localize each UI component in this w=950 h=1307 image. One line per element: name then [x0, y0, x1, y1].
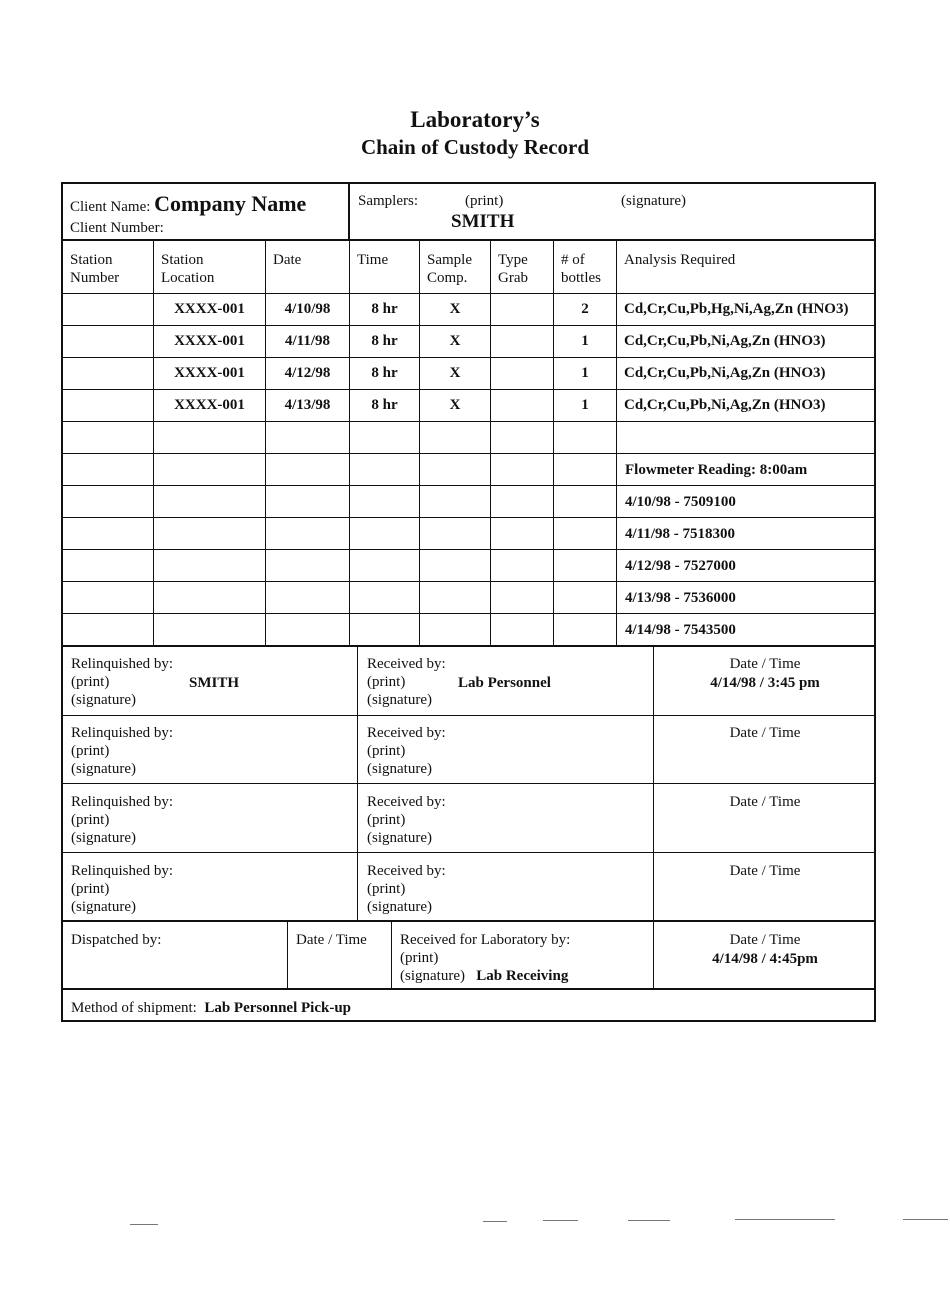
cell-date: 4/12/98 — [284, 365, 331, 381]
cell-bottles: 1 — [581, 397, 589, 413]
received-block — [367, 793, 446, 847]
print-label: (print) — [367, 812, 406, 828]
grid-line — [61, 485, 876, 486]
relinquished-label: Relinquished by: — [71, 794, 174, 810]
flowmeter-reading: 4/12/98 - 7527000 — [625, 558, 736, 574]
grid-line — [61, 239, 876, 241]
print-label: (print) — [71, 812, 110, 828]
scan-mark — [130, 1224, 158, 1225]
header-time: Time — [357, 252, 389, 268]
datetime-label: Date / Time — [729, 794, 801, 810]
dispatched-label: Dispatched by: — [71, 932, 162, 948]
grid-line — [61, 920, 876, 922]
shipment-value: Lab Personnel Pick-up — [204, 1000, 352, 1016]
cell-analysis: Cd,Cr,Cu,Pb,Ni,Ag,Zn (HNO3) — [624, 397, 826, 413]
received-value: Lab Personnel — [458, 675, 551, 691]
cell-location: XXXX-001 — [174, 397, 245, 413]
datetime-label: Date / Time — [729, 725, 801, 741]
cell-date: 4/13/98 — [284, 397, 331, 413]
flowmeter-reading: 4/13/98 - 7536000 — [625, 590, 736, 606]
signature-label: (signature) — [367, 692, 432, 708]
cell-time: 8 hr — [371, 333, 398, 349]
grid-line — [61, 852, 876, 853]
samplers-label: Samplers: — [358, 193, 418, 209]
header-analysis: Analysis Required — [624, 252, 736, 268]
relinquished-block — [71, 724, 173, 778]
cell-bottles: 1 — [581, 333, 589, 349]
cell-time: 8 hr — [371, 301, 398, 317]
cell-date: 4/10/98 — [284, 301, 331, 317]
cell-comp: X — [449, 397, 461, 413]
grid-line — [287, 921, 288, 989]
relinquished-value: SMITH — [189, 675, 240, 691]
header-sample-comp: Sample Comp. — [427, 252, 472, 286]
print-label: (print) — [367, 674, 406, 690]
relinquished-label: Relinquished by: — [71, 725, 174, 741]
grid-line — [61, 293, 876, 294]
scan-mark — [735, 1219, 835, 1220]
flowmeter-reading: 4/10/98 - 7509100 — [625, 494, 736, 510]
grid-line — [391, 921, 392, 989]
grid-line — [61, 453, 876, 454]
scan-mark — [483, 1221, 507, 1222]
print-label: (print) — [400, 950, 439, 966]
grid-line — [61, 715, 876, 716]
cell-comp: X — [449, 365, 461, 381]
shipment-label: Method of shipment: — [71, 1000, 197, 1016]
client-number-label: Client Number: — [70, 220, 164, 236]
grid-line — [61, 988, 876, 990]
signature-line — [400, 967, 570, 985]
datetime-value: 4/14/98 / 3:45 pm — [710, 675, 820, 691]
print-label: (print) — [71, 743, 110, 759]
header-station-location: Station Location — [161, 252, 215, 286]
signature-label: (signature) — [71, 899, 136, 915]
print-label: (print) — [71, 881, 110, 897]
relinquished-label: Relinquished by: — [71, 863, 174, 879]
grid-line — [61, 325, 876, 326]
signature-label: (signature) — [71, 830, 136, 846]
relinquished-block — [71, 793, 173, 847]
samplers-print-label: (print) — [465, 193, 504, 209]
client-name-value: Company Name — [154, 191, 307, 216]
signature-label: (signature) — [367, 761, 432, 777]
grid-line — [61, 517, 876, 518]
print-label: (print) — [367, 881, 406, 897]
cell-comp: X — [449, 333, 461, 349]
scan-mark — [628, 1220, 670, 1221]
flowmeter-reading: 4/14/98 - 7543500 — [625, 622, 736, 638]
grid-line — [348, 182, 350, 240]
grid-line — [490, 240, 491, 646]
grid-line — [61, 581, 876, 582]
client-name-line — [70, 191, 307, 216]
grid-line — [357, 646, 358, 921]
header-date: Date — [273, 252, 302, 268]
grid-line — [61, 389, 876, 390]
shipment-line — [71, 999, 351, 1017]
cell-location: XXXX-001 — [174, 333, 245, 349]
header-station-number: Station Number — [70, 252, 120, 286]
received-lab-value: Lab Receiving — [476, 968, 569, 984]
cell-location: XXXX-001 — [174, 301, 245, 317]
signature-label: (signature) — [367, 899, 432, 915]
relinquished-label: Relinquished by: — [71, 656, 174, 672]
cell-bottles: 2 — [581, 301, 589, 317]
samplers-signature-label: (signature) — [621, 193, 686, 209]
cell-analysis: Cd,Cr,Cu,Pb,Hg,Ni,Ag,Zn (HNO3) — [624, 301, 849, 317]
signature-label: (signature) — [367, 830, 432, 846]
received-block — [367, 862, 446, 916]
signature-label: (signature) — [71, 692, 136, 708]
datetime-label: Date / Time — [729, 656, 801, 672]
scan-mark — [543, 1220, 578, 1221]
grid-line — [61, 357, 876, 358]
samplers-print-value: SMITH — [451, 211, 515, 232]
scan-mark — [903, 1219, 948, 1220]
grid-line — [616, 240, 617, 646]
flowmeter-heading: Flowmeter Reading: 8:00am — [625, 462, 808, 478]
received-label: Received by: — [367, 656, 446, 672]
received-lab-block — [400, 931, 570, 985]
signature-label: (signature) — [400, 968, 465, 984]
received-block — [367, 724, 446, 778]
datetime-value: 4/14/98 / 4:45pm — [712, 951, 818, 967]
print-label: (print) — [71, 674, 110, 690]
page-title: Laboratory’s — [410, 107, 540, 132]
relinquished-block — [71, 862, 173, 916]
grid-line — [61, 613, 876, 614]
cell-analysis: Cd,Cr,Cu,Pb,Ni,Ag,Zn (HNO3) — [624, 333, 826, 349]
grid-line — [61, 421, 876, 422]
received-label: Received by: — [367, 863, 446, 879]
client-name-label: Client Name: — [70, 199, 151, 215]
cell-time: 8 hr — [371, 397, 398, 413]
header-type-grab: Type Grab — [498, 252, 528, 286]
cell-comp: X — [449, 301, 461, 317]
header-bottles: # of bottles — [561, 252, 601, 286]
cell-bottles: 1 — [581, 365, 589, 381]
signature-label: (signature) — [71, 761, 136, 777]
cell-analysis: Cd,Cr,Cu,Pb,Ni,Ag,Zn (HNO3) — [624, 365, 826, 381]
flowmeter-reading: 4/11/98 - 7518300 — [625, 526, 736, 542]
print-label: (print) — [367, 743, 406, 759]
received-block — [367, 655, 446, 709]
received-lab-label: Received for Laboratory by: — [400, 932, 571, 948]
cell-date: 4/11/98 — [284, 333, 330, 349]
received-label: Received by: — [367, 725, 446, 741]
datetime-label: Date / Time — [729, 932, 801, 948]
page-subtitle: Chain of Custody Record — [360, 135, 590, 159]
cell-time: 8 hr — [371, 365, 398, 381]
datetime-label: Date / Time — [729, 863, 801, 879]
cell-location: XXXX-001 — [174, 365, 245, 381]
grid-line — [61, 783, 876, 784]
relinquished-block — [71, 655, 173, 709]
received-label: Received by: — [367, 794, 446, 810]
grid-line — [61, 549, 876, 550]
dispatch-datetime-label: Date / Time — [296, 932, 367, 948]
